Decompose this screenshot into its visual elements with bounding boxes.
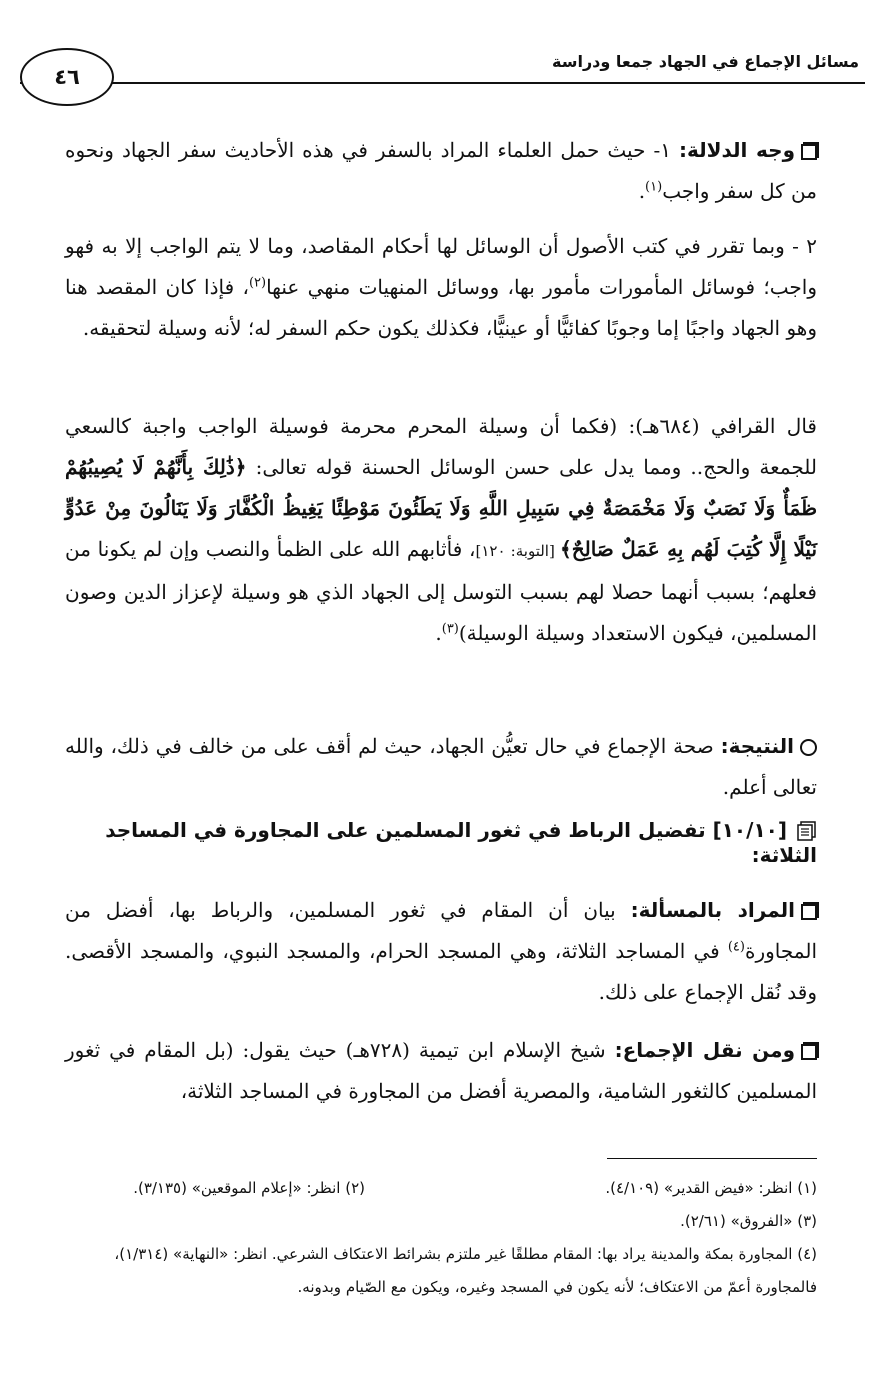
page-number: ٤٦ xyxy=(20,48,114,106)
footnotes xyxy=(65,1172,817,1304)
paragraph-text: شيخ الإسلام ابن تيمية (٧٢٨هـ) حيث يقول: (بل المقام في ثغور المسلمين كالثغور الشامية، والمصرية أفضل من المجاورة في المساجد الثلاثة، xyxy=(65,1038,817,1103)
paragraph-lead: النتيجة: xyxy=(720,734,794,758)
square-bullet-icon xyxy=(801,1044,817,1060)
paragraph-text-continued: ، فإذا كان المقصد هنا وهو الجهاد واجبًا إما وجوبًا كفائيًّا أو عينيًّا، فكذلك يكون حكم السفر له؛ لأنه وسيلة لتحقيقه. xyxy=(65,275,817,340)
footnote-marker: (٢) xyxy=(248,275,267,291)
section-title-text: [١٠/١٠] تفضيل الرباط في ثغور المسلمين على المجاورة في المساجد الثلاثة: xyxy=(105,818,817,867)
paragraph-lead: وجه الدلالة: xyxy=(678,138,795,162)
paragraph-issue-meaning xyxy=(65,890,817,1013)
paragraph-text: ٢ - وبما تقرر في كتب الأصول أن الوسائل لها أحكام المقاصد، وما لا يتم الواجب إلا به فهو واجب؛ فوسائل المأمورات مأمور بها، ووسائل المنهيات منهي عنها xyxy=(65,234,817,299)
paragraph-text: بيان أن المقام في ثغور المسلمين، والرباط بها، أفضل من المجاورة xyxy=(65,898,817,963)
square-bullet-icon xyxy=(801,144,817,160)
paragraph-consensus-source xyxy=(65,1030,817,1112)
paragraph-text: قال القرافي (٦٨٤هـ): (فكما أن وسيلة المحرم محرمة فوسيلة الواجب واجبة كالسعي للجمعة والحج.. ومما يدل على حسن الوسائل الحسنة قوله تعالى: xyxy=(65,414,817,479)
paragraph-means xyxy=(65,226,817,349)
footnote-2: (٢) انظر: «إعلام الموقعين» (٣/١٣٥). xyxy=(133,1179,365,1197)
footnote-marker: (٣) xyxy=(441,621,459,637)
paragraph-text: صحة الإجماع في حال تعيُّن الجهاد، حيث لم أقف على من خالف في ذلك، والله تعالى أعلم. xyxy=(65,734,817,799)
paragraph-text: ١- حيث حمل العلماء المراد بالسفر في هذه الأحاديث سفر الجهاد ونحوه من كل سفر واجب xyxy=(65,138,817,203)
paragraph-text-continued: ، فأثابهم الله على الظمأ والنصب وإن لم يكونا من فعلهم؛ بسبب أنهما حصلا لهم بسبب التوسل إلى الجهاد الذي هو وسيلة لإعزاز الدين وصون المسلمين، فيكون الاستعداد وسيلة الوسيلة) xyxy=(65,537,817,645)
quran-verse: ﴿ذَٰلِكَ بِأَنَّهُمْ لَا يُصِيبُهُمْ ظَمَأٌ وَلَا نَصَبٌ وَلَا مَخْمَصَةٌ فِي سَبِيلِ اللَّهِ وَلَا يَطَئُونَ مَوْطِئًا يَغِيظُ الْكُفَّارَ وَلَا يَنَالُونَ مِنْ عَدُوٍّ نَيْلًا إِلَّا كُتِبَ لَهُم بِهِ عَمَلٌ صَالِحٌ﴾ xyxy=(65,455,818,561)
running-title: مسائل الإجماع في الجهاد جمعا ودراسة xyxy=(552,52,859,71)
square-bullet-icon xyxy=(801,904,817,920)
paragraph-end: . xyxy=(638,179,646,203)
paragraph-evidence xyxy=(65,130,817,212)
footnote-separator xyxy=(607,1158,817,1159)
paragraph-text-continued: في المساجد الثلاثة، وهي المسجد الحرام، والمسجد النبوي، والمسجد الأقصى. وقد نُقل الإجماع على ذلك. xyxy=(65,939,817,1004)
documents-icon xyxy=(795,821,817,843)
paragraph-end: . xyxy=(435,621,442,645)
header-rule xyxy=(20,82,865,84)
footnote-1: (١) انظر: «فيض القدير» (٤/١٠٩). xyxy=(605,1179,817,1197)
verse-reference: [التوبة: ١٢٠] xyxy=(475,542,560,560)
circle-bullet-icon xyxy=(800,739,817,756)
paragraph-result xyxy=(65,726,817,808)
footnote-row xyxy=(65,1172,817,1205)
footnote-3: (٣) «الفروق» (٢/٦١). xyxy=(680,1212,817,1230)
footnote-4: (٤) المجاورة بمكة والمدينة يراد بها: المقام مطلقًا غير ملتزم بشرائط الاعتكاف الشرعي. انظر: «النهاية» (١/٣١٤)، فالمجاورة أعمّ من الاعتكاف؛ لأنه يكون في المسجد وغيره، ويكون مع الصّيام وبدونه. xyxy=(114,1245,817,1296)
section-heading xyxy=(65,818,817,867)
footnote-marker: (١) xyxy=(645,179,663,195)
footnote-marker: (٤) xyxy=(727,939,745,955)
paragraph-qarafi-quote xyxy=(65,406,817,654)
paragraph-lead: ومن نقل الإجماع: xyxy=(614,1038,795,1062)
page-header xyxy=(20,40,865,110)
paragraph-lead: المراد بالمسألة: xyxy=(630,898,795,922)
